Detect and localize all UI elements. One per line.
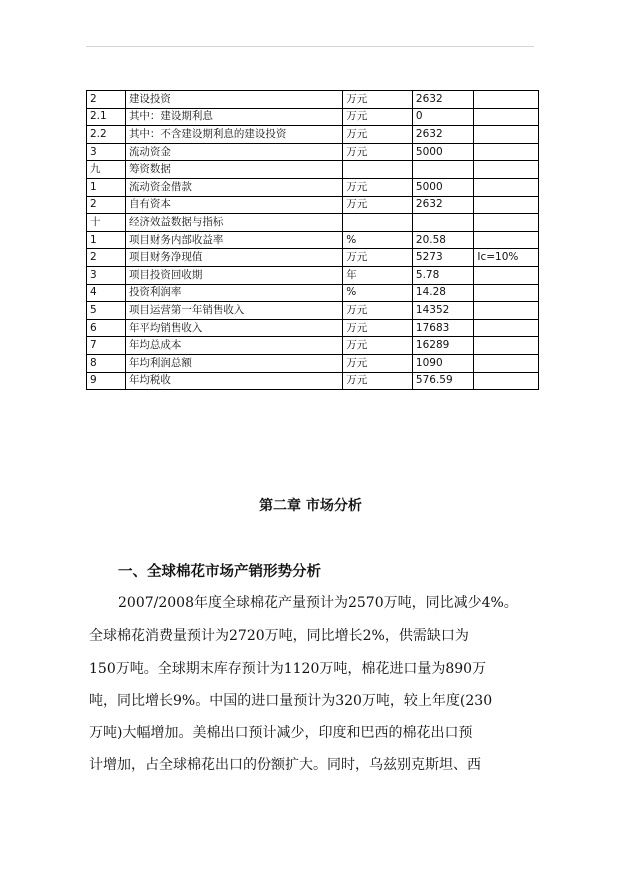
cell-item: 流动资金借款 [125,178,342,196]
table-row [87,302,539,320]
body-line: 吨，同比增长9%。中国的进口量预计为320万吨，较上年度(230 [89,693,493,709]
table-body [87,91,539,390]
cell-note [474,178,539,196]
cell-unit [343,214,413,232]
cell-item: 项目运营第一年销售收入 [125,302,342,320]
cell-note [474,302,539,320]
table-row [87,196,539,214]
cell-item: 项目投资回收期 [125,266,342,284]
cell-value: 5273 [412,249,473,267]
cell-unit: 万元 [343,319,413,337]
cell-unit [343,161,413,179]
cell-note [474,214,539,232]
body-line: 计增加，占全球棉花出口的份额扩大。同时，乌兹别克斯坦、西 [89,757,481,773]
cell-unit: 万元 [343,91,413,109]
cell-item: 筹资数据 [125,161,342,179]
cell-no: 1 [87,231,126,249]
cell-item: 年均利润总额 [125,354,342,372]
cell-no: 2 [87,196,126,214]
cell-no: 3 [87,143,126,161]
cell-item: 年平均销售收入 [125,319,342,337]
table-row [87,161,539,179]
cell-item: 其中：不含建设期利息的建设投资 [125,126,342,144]
cell-unit: 万元 [343,372,413,390]
cell-note [474,284,539,302]
cell-value: 20.58 [412,231,473,249]
body-line: 2007/2008年度全球棉花产量预计为2570万吨，同比减少4%。 [118,595,518,611]
cell-note [474,126,539,144]
cell-no: 2 [87,91,126,109]
cell-value: 14.28 [412,284,473,302]
body-line: 万吨)大幅增加。美棉出口预计减少，印度和巴西的棉花出口预 [89,725,473,741]
table-row [87,178,539,196]
table-row [87,372,539,390]
cell-item: 其中：建设期利息 [125,108,342,126]
table-row [87,319,539,337]
cell-no: 2 [87,249,126,267]
cell-value: 5.78 [412,266,473,284]
cell-unit: 万元 [343,126,413,144]
cell-item: 经济效益数据与指标 [125,214,342,232]
cell-no: 1 [87,178,126,196]
cell-unit: 万元 [343,249,413,267]
cell-value: 5000 [412,143,473,161]
cell-no: 9 [87,372,126,390]
cell-item: 年均总成本 [125,337,342,355]
table-row [87,284,539,302]
cell-value: 1090 [412,354,473,372]
body-line: 全球棉花消费量预计为2720万吨，同比增长2%，供需缺口为 [89,628,469,644]
table-row [87,231,539,249]
table-row [87,108,539,126]
cell-item: 项目财务净现值 [125,249,342,267]
cell-unit: % [343,231,413,249]
cell-no: 3 [87,266,126,284]
cell-unit: 万元 [343,108,413,126]
cell-no: 5 [87,302,126,320]
cell-unit: 万元 [343,354,413,372]
cell-note [474,319,539,337]
cell-no: 九 [87,161,126,179]
cell-no: 4 [87,284,126,302]
cell-unit: 年 [343,266,413,284]
cell-value: 0 [412,108,473,126]
table-row [87,91,539,109]
data-table [86,90,539,390]
cell-note [474,372,539,390]
cell-no: 2.1 [87,108,126,126]
cell-unit: 万元 [343,302,413,320]
table-row [87,214,539,232]
section-title: 一、全球棉花市场产销形势分析 [118,564,321,580]
header-rule [86,46,534,47]
cell-no: 8 [87,354,126,372]
cell-no: 6 [87,319,126,337]
cell-note: Ic=10% [474,249,539,267]
cell-item: 项目财务内部收益率 [125,231,342,249]
cell-note [474,231,539,249]
cell-value: 16289 [412,337,473,355]
cell-value: 576.59 [412,372,473,390]
cell-value: 2632 [412,196,473,214]
cell-unit: 万元 [343,337,413,355]
cell-no: 2.2 [87,126,126,144]
cell-item: 建设投资 [125,91,342,109]
cell-note [474,266,539,284]
cell-item: 投资利润率 [125,284,342,302]
table-row [87,249,539,267]
cell-value: 5000 [412,178,473,196]
cell-unit: 万元 [343,178,413,196]
cell-item: 流动资金 [125,143,342,161]
cell-value: 2632 [412,91,473,109]
table-row [87,354,539,372]
cell-value: 2632 [412,126,473,144]
cell-item: 自有资本 [125,196,342,214]
cell-unit: % [343,284,413,302]
table-row [87,126,539,144]
chapter-title: 第二章 市场分析 [259,498,362,514]
cell-note [474,337,539,355]
cell-no: 十 [87,214,126,232]
body-line: 150万吨。全球期末库存预计为1120万吨，棉花进口量为890万 [89,661,487,677]
cell-unit: 万元 [343,143,413,161]
cell-note [474,108,539,126]
table-row [87,266,539,284]
cell-value: 17683 [412,319,473,337]
cell-note [474,354,539,372]
cell-value [412,214,473,232]
table-row [87,143,539,161]
cell-note [474,161,539,179]
cell-no: 7 [87,337,126,355]
cell-note [474,143,539,161]
cell-item: 年均税收 [125,372,342,390]
table-row [87,337,539,355]
cell-unit: 万元 [343,196,413,214]
cell-note [474,91,539,109]
cell-value: 14352 [412,302,473,320]
cell-value [412,161,473,179]
cell-note [474,196,539,214]
